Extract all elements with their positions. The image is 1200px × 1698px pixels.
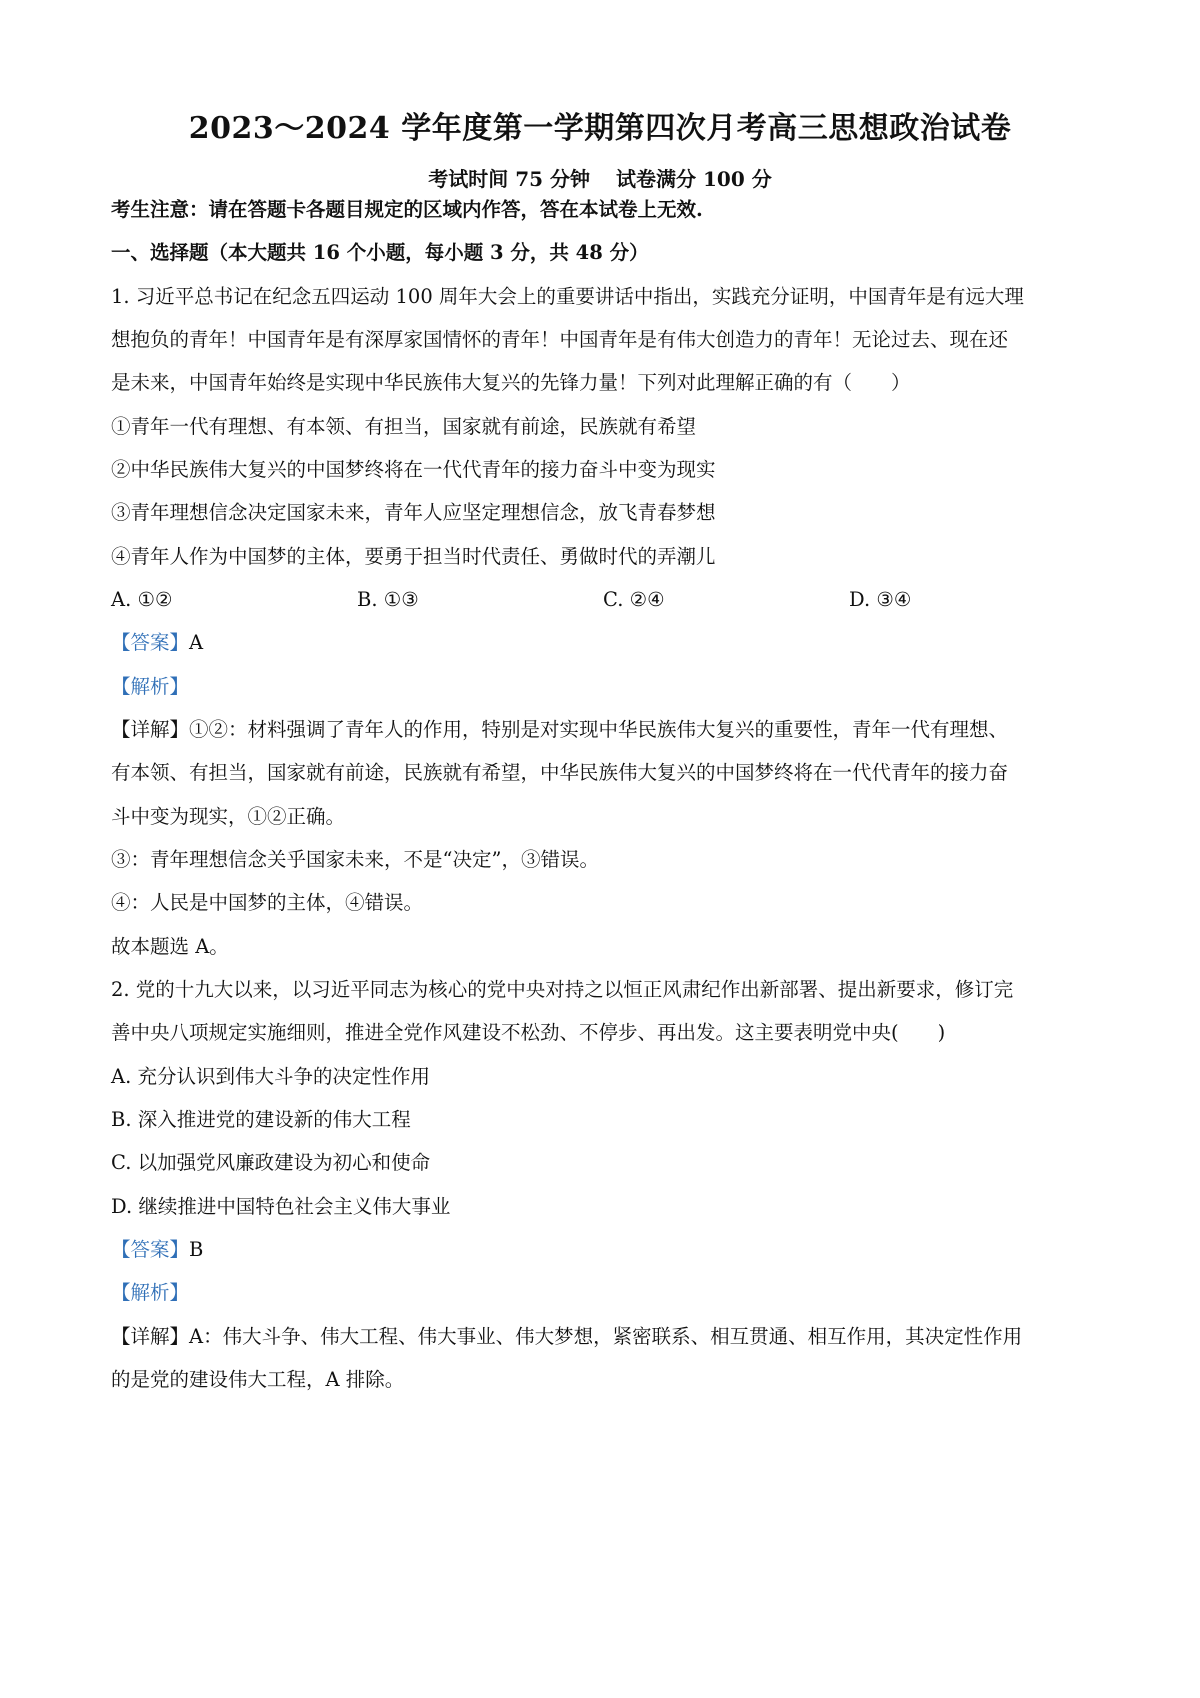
- q2-option-a: A. 充分认识到伟大斗争的决定性作用: [111, 1065, 430, 1088]
- exam-info: [0, 163, 1200, 192]
- answer-value: A: [189, 631, 204, 654]
- q1-answer: [111, 628, 1101, 658]
- detail-label: 【详解】: [111, 1325, 190, 1348]
- q2-option-b: B. 深入推进党的建设新的伟大工程: [111, 1108, 411, 1131]
- q2-option-d: D. 继续推进中国特色社会主义伟大事业: [111, 1195, 451, 1218]
- q1-analysis-label: 【解析】: [111, 675, 190, 698]
- q1-option-a: A. ①②: [111, 588, 173, 611]
- section-heading: 一、选择题（本大题共 16 个小题，每小题 3 分，共 48 分）: [111, 241, 649, 264]
- q1-detail-line: ③：青年理想信念关乎国家未来，不是“决定”，③错误。: [111, 848, 599, 871]
- q2-stem-line: 2. 党的十九大以来，以习近平同志为核心的党中央对持之以恒正风肃纪作出新部署、提出新要求，修订完: [111, 978, 1014, 1001]
- q1-detail-line: 【详解】①②：材料强调了青年人的作用，特别是对实现中华民族伟大复兴的重要性，青年一代有理想、: [111, 718, 1009, 741]
- q2-analysis-label: 【解析】: [111, 1281, 190, 1304]
- q1-detail-line: 斗中变为现实，①②正确。: [111, 805, 346, 828]
- q1-statement-4: ④青年人作为中国梦的主体，要勇于担当时代责任、勇做时代的弄潮儿: [111, 545, 716, 568]
- q2-detail-line: 的是党的建设伟大工程，A 排除。: [111, 1368, 405, 1391]
- q1-stem-line: 想抱负的青年！中国青年是有深厚家国情怀的青年！中国青年是有伟大创造力的青年！无论过去、现在还: [111, 328, 1009, 351]
- q1-options: [111, 585, 1101, 615]
- answer-label: 【答案】: [111, 1238, 190, 1261]
- q1-statement-1: ①青年一代有理想、有本领、有担当，国家就有前途，民族就有希望: [111, 415, 697, 438]
- q2-stem-line: 善中央八项规定实施细则，推进全党作风建设不松劲、不停步、再出发。这主要表明党中央( ): [111, 1021, 946, 1044]
- q1-stem-line: 1. 习近平总书记在纪念五四运动 100 周年大会上的重要讲话中指出，实践充分证明，中国青年是有远大理: [111, 285, 1024, 308]
- exam-duration: 考试时间 75 分钟: [428, 167, 591, 191]
- q2-detail-line: 【详解】A：伟大斗争、伟大工程、伟大事业、伟大梦想，紧密联系、相互贯通、相互作用，其决定性作用: [111, 1325, 1023, 1348]
- q2-option-c: C. 以加强党风廉政建设为初心和使命: [111, 1151, 431, 1174]
- q1-detail-line: 有本领、有担当，国家就有前途，民族就有希望，中华民族伟大复兴的中国梦终将在一代代青年的接力奋: [111, 761, 1009, 784]
- answer-value: B: [189, 1238, 204, 1261]
- q2-answer: [111, 1235, 1101, 1265]
- detail-label: 【详解】: [111, 718, 190, 741]
- q1-statement-2: ②中华民族伟大复兴的中国梦终将在一代代青年的接力奋斗中变为现实: [111, 458, 716, 481]
- page-title: 2023～2024 学年度第一学期第四次月考高三思想政治试卷: [188, 111, 1012, 146]
- q1-conclusion: 故本题选 A。: [111, 935, 229, 958]
- q1-option-d: D. ③④: [849, 588, 912, 611]
- q1-stem-line: 是未来，中国青年始终是实现中华民族伟大复兴的先锋力量！下列对此理解正确的有（ ）: [111, 371, 911, 394]
- candidate-notice: 考生注意：请在答题卡各题目规定的区域内作答，答在本试卷上无效.: [111, 198, 703, 221]
- q1-statement-3: ③青年理想信念决定国家未来，青年人应坚定理想信念，放飞青春梦想: [111, 501, 716, 524]
- exam-full-score: 试卷满分 100 分: [616, 167, 772, 191]
- answer-label: 【答案】: [111, 631, 190, 654]
- q1-option-b: B. ①③: [357, 588, 419, 611]
- q1-option-c: C. ②④: [603, 588, 665, 611]
- q1-detail-line: ④：人民是中国梦的主体，④错误。: [111, 891, 424, 914]
